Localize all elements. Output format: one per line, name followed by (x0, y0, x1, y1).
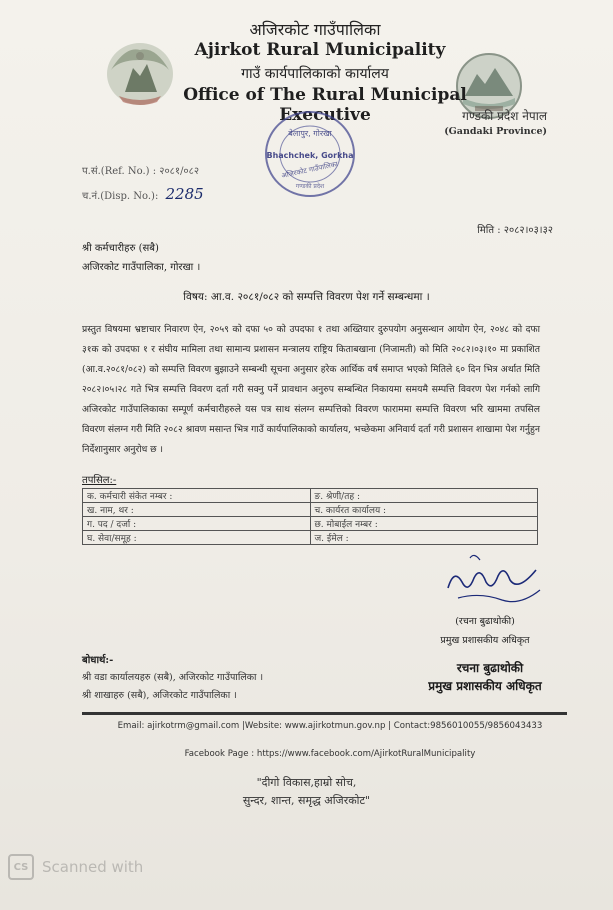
tapasil-label: तपसिल:- (82, 475, 117, 486)
footer-facebook: Facebook Page : https://www.facebook.com/AjirkotRuralMunicipality (184, 749, 476, 759)
cc-line-2: श्री शाखाहरु (सबै), अजिरकोट गाउँपालिका । (82, 690, 237, 701)
reference-number (82, 163, 199, 177)
details-form-table (82, 488, 538, 545)
addressee-line-2: अजिरकोट गाउँपालिका, गोरखा । (82, 262, 201, 273)
addressee-line-1: श्री कर्मचारीहरु (सबै) (82, 243, 159, 254)
table-cell: ज. ईमेल : (310, 531, 538, 545)
table-row (83, 503, 538, 517)
disp-label: च.नं.(Disp. No.): (82, 191, 159, 202)
province-english: (Gandaki Province) (444, 126, 547, 137)
office-stamp-icon (262, 108, 358, 200)
table-cell: ङ. श्रेणी/तह : (310, 489, 538, 503)
stamp-text-ring: अजिरकोट गाउँपालिका (280, 160, 339, 180)
table-cell: च. कार्यरत कार्यालय : (310, 503, 538, 517)
table-row (83, 517, 538, 531)
disp-value: 2285 (165, 185, 204, 203)
ref-label: प.सं.(Ref. No.) : (82, 166, 157, 177)
footer-slogan-line-1: "दीगो विकास,हाम्रो सोच, (256, 776, 357, 789)
table-row (83, 489, 538, 503)
ref-value: २०८१/०८२ (159, 166, 200, 177)
table-cell: क. कर्मचारी संकेत नम्बर : (83, 489, 311, 503)
letter-date: मिति : २०८२।०३।३२ (477, 225, 553, 236)
signature-icon (440, 548, 550, 618)
signatory-name: (रचना बुढाथोकी) (455, 616, 515, 627)
stamp-text-top: बेलापुर, गोरखा (288, 129, 332, 138)
watermark-text: Scanned with (42, 858, 144, 876)
office-name-nepali: गाउँ कार्यपालिकाको कार्यालय (241, 66, 389, 82)
table-cell: घ. सेवा/समूह : (83, 531, 311, 545)
letter-body: प्रस्तुत विषयमा भ्रष्टाचार निवारण ऐन, २०५९ को दफा ५० को उपदफा १ तथा अख्तियार दुरुपयोग अनुसन्धान आयोग ऐन, २०४८ को दफा ३१क को उपदफा १ र संघीय मामिला तथा सामान्य प्रशासन मन्त्रालय राष्ट्रिय किताबखाना (निजामती) को मिति २०८२।०३।१० मा प्रकाशित (आ.व.२०८१/०८२) को सम्पत्ति विवरण बुझाउने सम्बन्धी सूचना अनुसार हरेक आर्थिक वर्ष समाप्त भएको मितिले ६० दिन भित्र अर्थात मिति २०८२।०५।२८ गते भित्र सम्पत्ति विवरण दर्ता गरी सक्नु पर्ने प्रावधान अनुरुप सम्बन्धित निकायमा समयमै सम्पत्ति विवरण पेश गर्नको लागि अजिरकोट गाउँपालिकाका सम्पूर्ण कर्मचारीहरुले यस पत्र साथ संलग्न सम्पत्तिको विवरण फाराममा सम्पत्ति विवरण भरि खाममा तपसिल विवरण संलग्न गरी मिति २०८२ श्रावण मसान्त भित्र गाउँ कार्यपालिकाको कार्यालय, भच्छेकमा अनिवार्य दर्ता गरी प्रशासन शाखामा पेश गर्नुहुन निर्देशानुसार अनुरोध छ । (82, 324, 540, 455)
province-nepali: गण्डकी प्रदेश नेपाल (462, 109, 547, 123)
signatory-title: प्रमुख प्रशासकीय अधिकृत (440, 635, 530, 646)
municipality-name-english: Ajirkot Rural Municipality (194, 40, 446, 60)
cc-title: बोधार्थ:- (82, 655, 114, 666)
dispatch-number (82, 185, 204, 203)
footer-contact: Email: ajirkotrm@gmail.com |Website: www.ajirkotmun.gov.np | Contact:9856010055/9856043433 (117, 721, 543, 731)
cs-logo-icon: CS (8, 854, 34, 880)
table-cell: ख. नाम, थर : (83, 503, 311, 517)
cc-line-1: श्री वडा कार्यालयहरु (सबै), अजिरकोट गाउँपालिका । (82, 672, 264, 683)
signature-stamp-name: रचना बुढाथोकी (456, 661, 524, 675)
footer-divider (82, 712, 567, 715)
municipality-name-nepali: अजिरकोट गाउँपालिका (249, 20, 381, 39)
scanner-watermark (8, 854, 143, 880)
office-name-english: Office of The Rural Municipal Executive (183, 85, 467, 125)
table-cell: छ. मोबाईल नम्बर : (310, 517, 538, 531)
table-row (83, 531, 538, 545)
letter-subject: विषय: आ.व. २०८१/०८२ को सम्पत्ति विवरण पेश गर्ने सम्बन्धमा । (183, 291, 430, 303)
signature-stamp-title: प्रमुख प्रशासकीय अधिकृत (428, 679, 542, 693)
table-cell: ग. पद / दर्जा : (83, 517, 311, 531)
footer-slogan-line-2: सुन्दर, शान्त, समृद्ध अजिरकोट" (242, 794, 371, 807)
stamp-text-bottom: गण्डकी प्रदेश (295, 183, 325, 190)
stamp-text-center: Bhachchek, Gorkha (266, 151, 354, 160)
